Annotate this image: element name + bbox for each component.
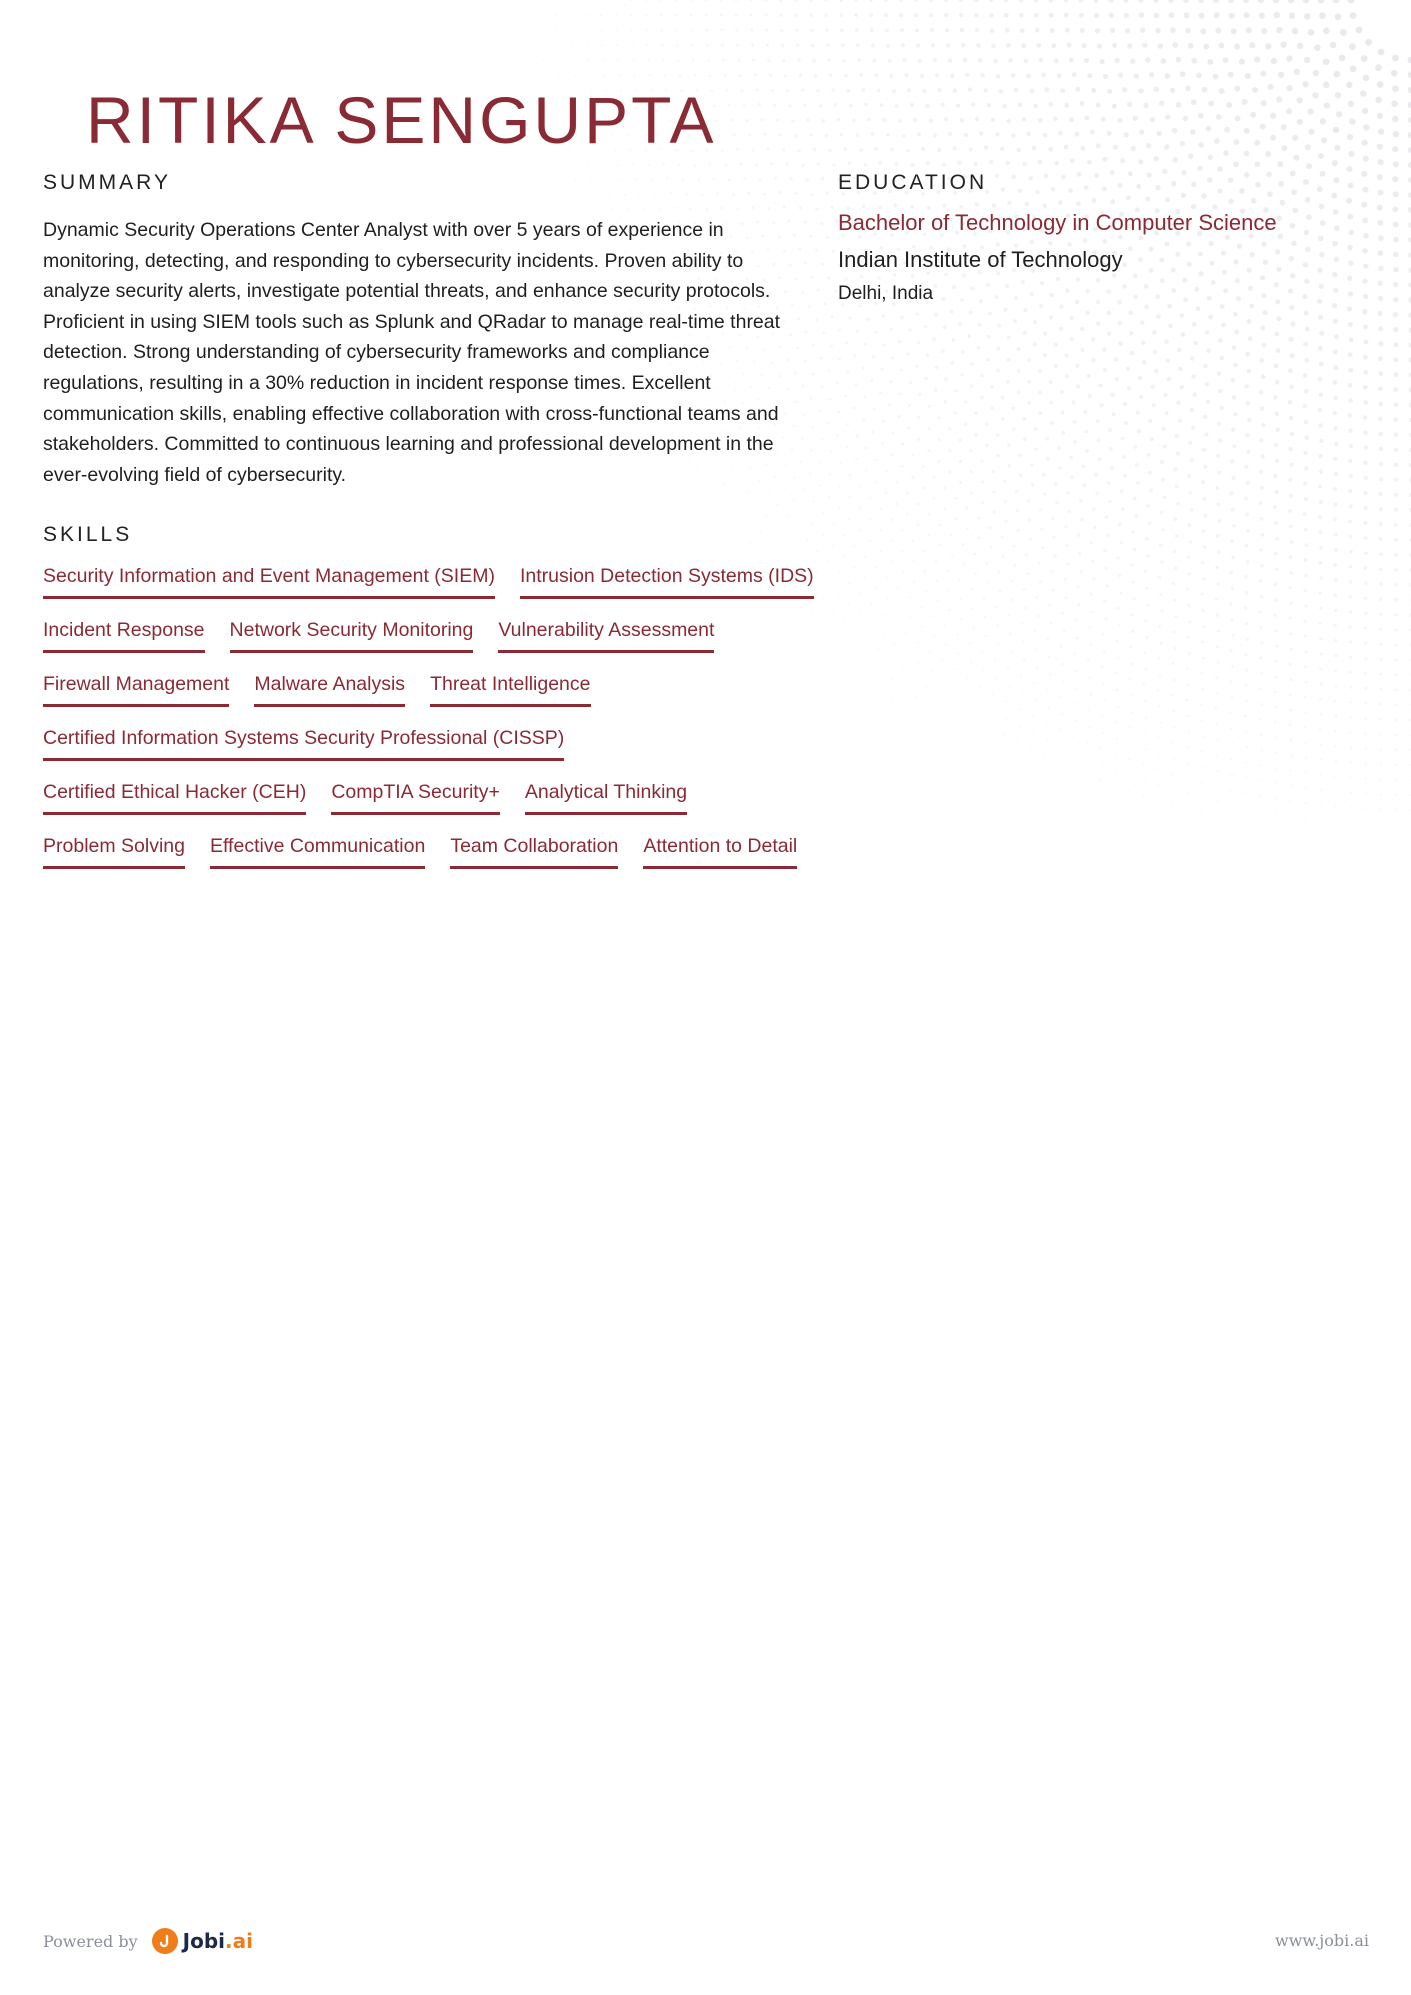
skills-heading: SKILLS: [43, 523, 133, 546]
skill-tag: Team Collaboration: [450, 833, 618, 869]
skill-tag: Malware Analysis: [254, 671, 405, 707]
skill-tag: Security Information and Event Management (SIEM): [43, 563, 495, 599]
jobi-logo-text: Jobi.ai: [182, 1929, 253, 1953]
education-location: Delhi, India: [838, 283, 934, 304]
education-heading: EDUCATION: [838, 171, 988, 194]
education-school: Indian Institute of Technology: [838, 247, 1123, 272]
skill-tag: Problem Solving: [43, 833, 185, 869]
skill-tag: Network Security Monitoring: [230, 617, 474, 653]
skill-tag: Certified Information Systems Security Professional (CISSP): [43, 725, 564, 761]
skill-tag: CompTIA Security+: [331, 779, 500, 815]
summary-text: Dynamic Security Operations Center Analyst with over 5 years of experience in monitoring, detecting, and responding to cybersecurity incidents. Proven ability to analyze security alerts, investigate potential threats, and enhance security protocols. Proficient in using SIEM tools such as Splunk and QRadar to manage real-time threat detection. Strong understanding of cybersecurity frameworks and compliance regulations, resulting in a 30% reduction in incident response times. Excellent communication skills, enabling effective collaboration with cross-functional teams and stakeholders. Committed to continuous learning and professional development in the ever-evolving field of cybersecurity.: [43, 219, 781, 486]
footer-website-link[interactable]: www.jobi.ai: [1275, 1931, 1369, 1950]
skill-tag: Threat Intelligence: [430, 671, 590, 707]
summary-heading: SUMMARY: [43, 171, 171, 194]
powered-by-label: Powered by: [43, 1931, 138, 1951]
skill-tag: Attention to Detail: [643, 833, 797, 869]
footer-powered-by: [43, 1928, 253, 1954]
jobi-logo-icon: [152, 1928, 178, 1954]
skill-tag: Analytical Thinking: [525, 779, 687, 815]
education-entry: [838, 208, 1378, 307]
skill-tag: Intrusion Detection Systems (IDS): [520, 563, 814, 599]
jobi-logo[interactable]: [152, 1928, 253, 1954]
skill-tag: Certified Ethical Hacker (CEH): [43, 779, 306, 815]
skill-tag: Effective Communication: [210, 833, 425, 869]
skill-tag: Firewall Management: [43, 671, 229, 707]
skill-tag: Vulnerability Assessment: [498, 617, 714, 653]
skills-list: [43, 563, 823, 869]
candidate-name: RITIKA SENGUPTA: [86, 83, 717, 157]
skill-tag: Incident Response: [43, 617, 205, 653]
education-degree: Bachelor of Technology in Computer Science: [838, 210, 1277, 235]
